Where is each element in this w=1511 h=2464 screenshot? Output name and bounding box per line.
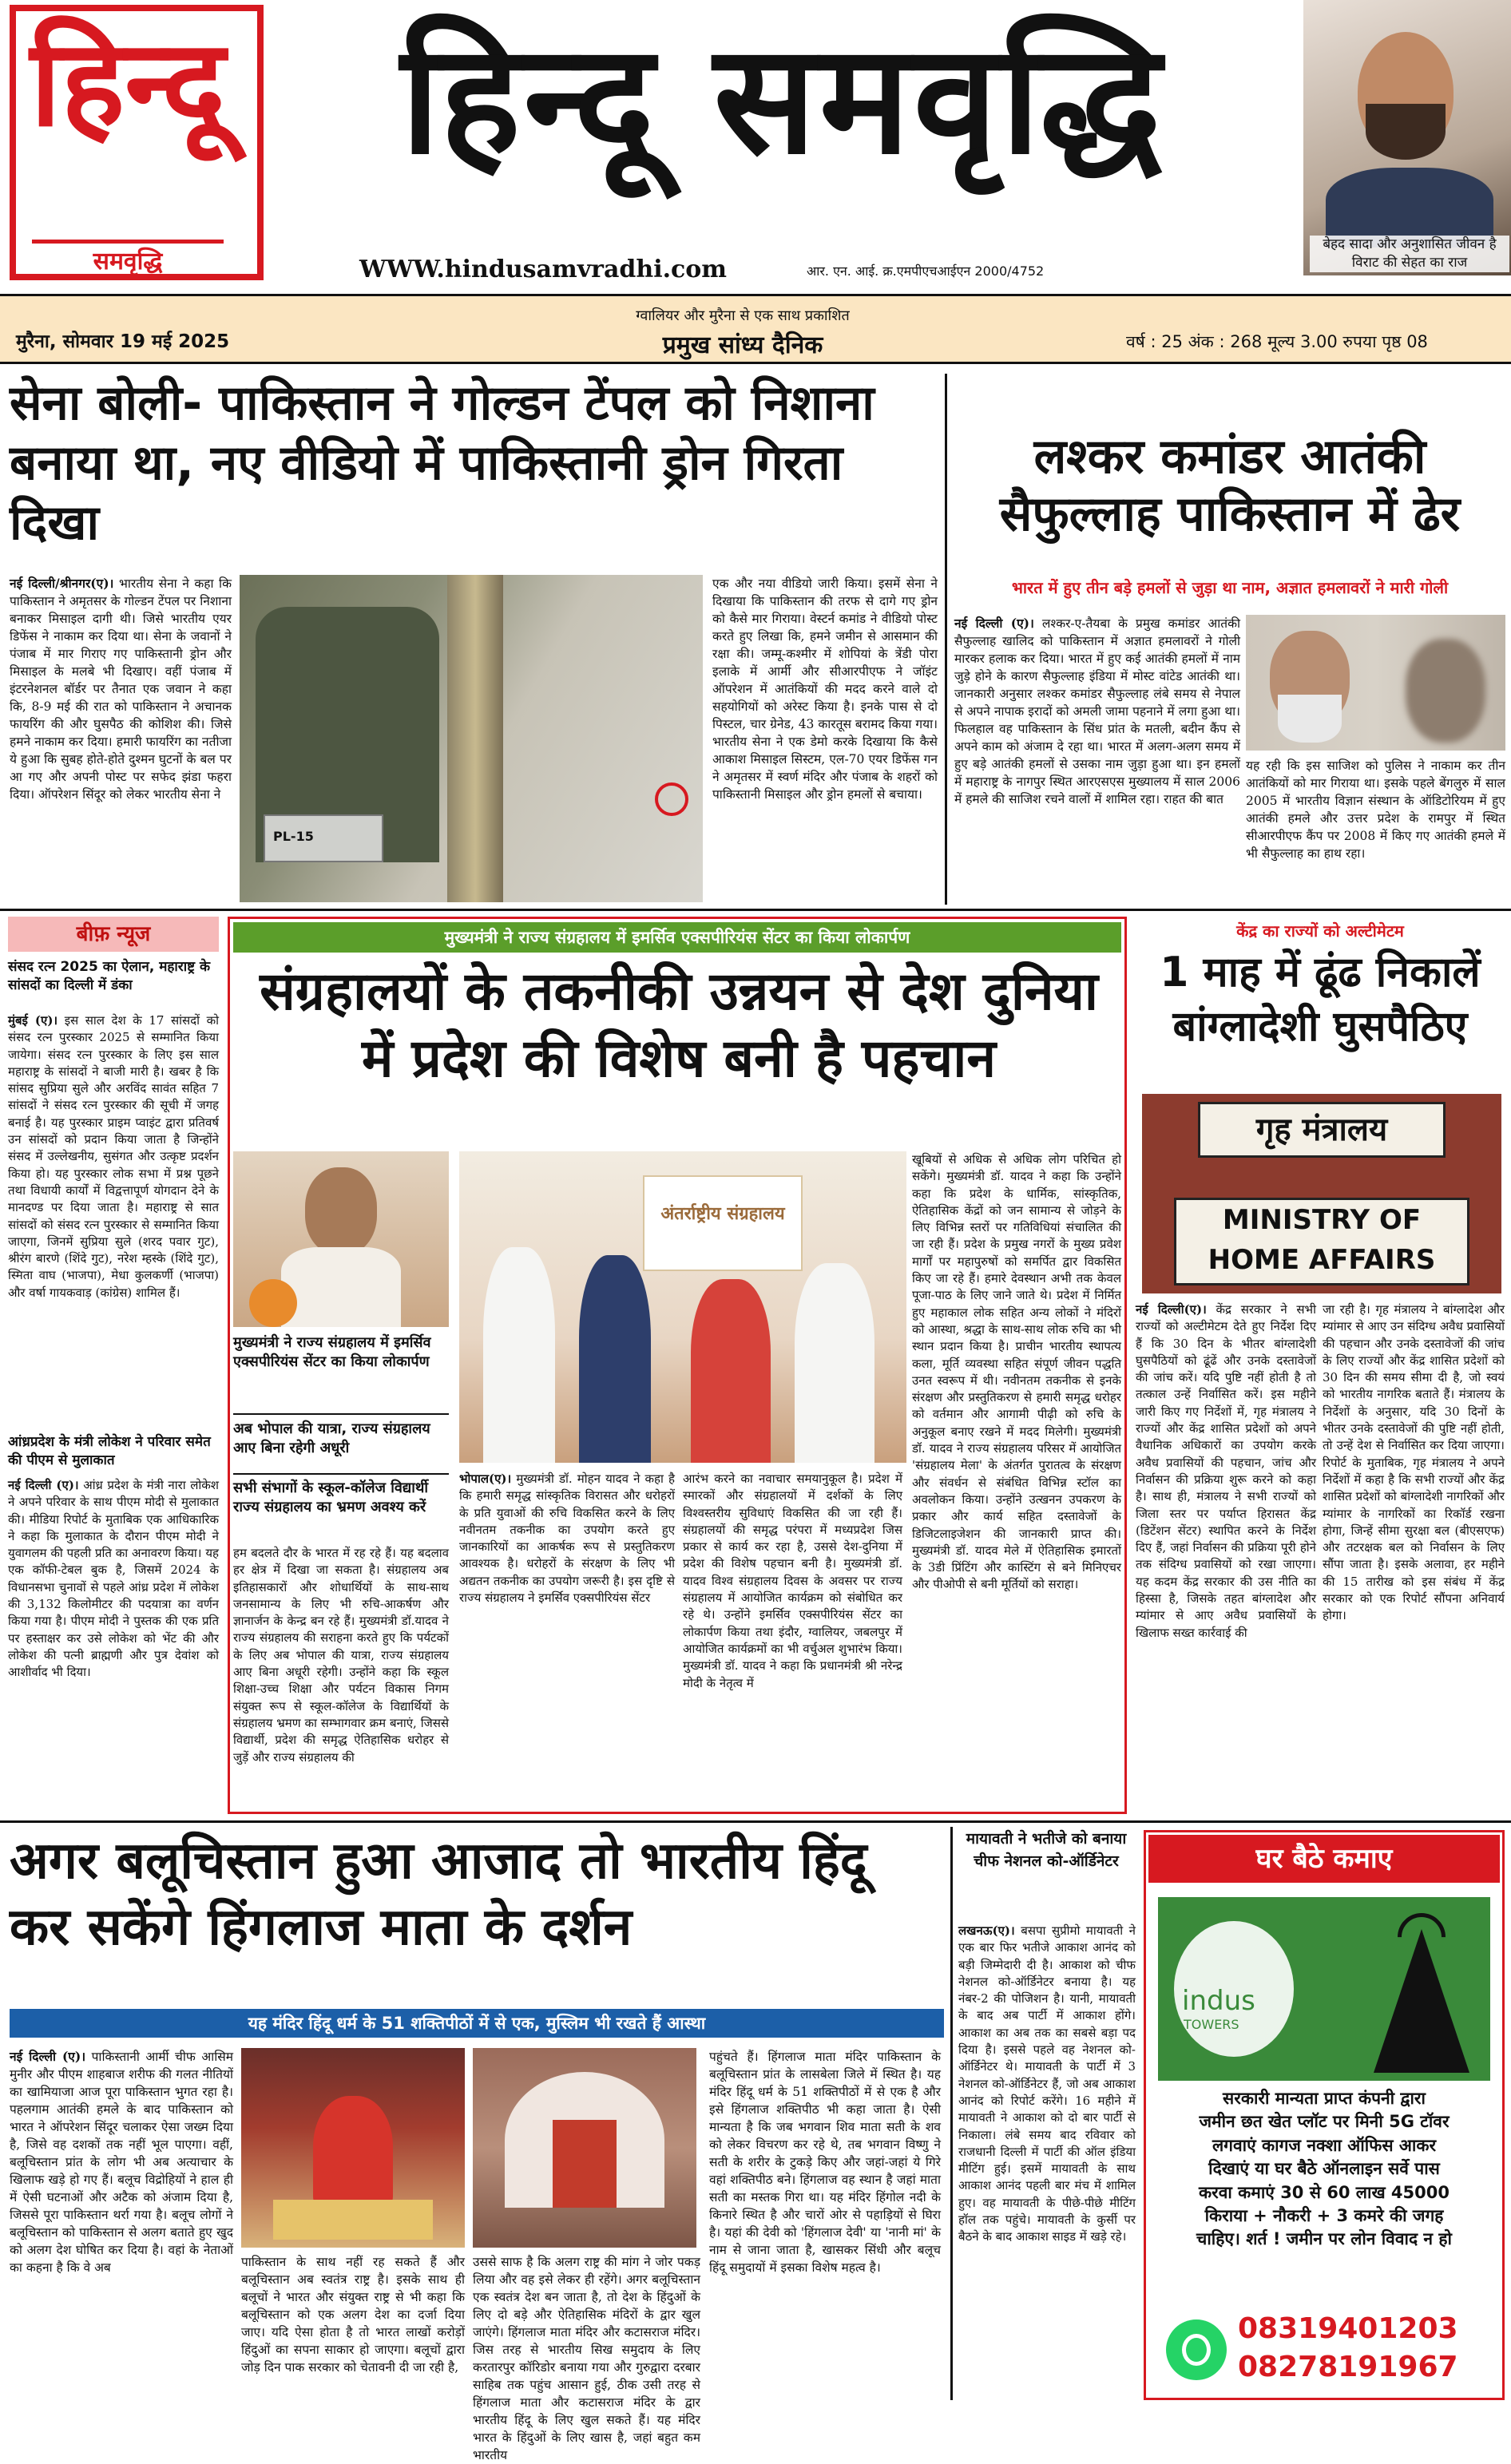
missile-debris (447, 575, 503, 902)
guest-figure (579, 1255, 651, 1463)
brief-item2-dateline: नई दिल्ली (ए)। (8, 1478, 79, 1492)
sign-hindi: गृह मंत्रालय (1198, 1102, 1446, 1158)
photo-caption: बेहद सादा और अनुशासित जीवन है विराट की सेहत का राज (1310, 236, 1509, 272)
flowers (249, 1279, 297, 1327)
story6-dateline: लखनऊ(ए)। (958, 1923, 1015, 1938)
story1-col2: एक और नया वीडियो जारी किया। इसमें सेना ने दिखाया कि पाकिस्तान की तरफ से दागे गए ड्रोन को कैसे मार गिराया। वेस्टर्न कमांड ने वीडियो पोस्ट करते हुए लिखा कि, हमने जमीन से आसमान की रक्षा की। जम्मू-कश्मीर में शोपियां के त्रेंडी पोरा इलाके में आर्मी और सीआरपीएफ ने जॉइंट ऑपरेशन में आतंकियों की मदद करने वाले दो सहयोगियों को अरेस्ट किया है। इनके पास से दो पिस्टल, चार ग्रेनेड, 43 कारतूस बरामद किया गया। भारतीय सेना ने एक डेमो करके दिखाया कि कैसे आकाश मिसाइल सिस्टम, एल-70 एयर डिफेंस गन ने अमृतसर में स्वर्ण मंदिर और पंजाब के शहरों को पाकिस्तानी मिसाइल और ड्रोन हमलों से बचाया। (712, 576, 938, 802)
issue-date: मुरैना, सोमवार 19 मई 2025 (16, 331, 230, 352)
event-poster: अंतर्राष्ट्रीय संग्रहालय (643, 1175, 803, 1271)
guest-figure (483, 1247, 555, 1463)
volume-info: वर्ष : 25 अंक : 268 मूल्य 3.00 रुपया पृष्ठ 08 (1126, 332, 1428, 351)
story2-col1 (954, 615, 1240, 902)
brief-item1-text: इस साल देश के 17 सांसदों को संसद रत्न पुरस्कार 2025 से सम्मानित किया जायेगा। संसद रत्न पुरस्कार के लिए इस साल महाराष्ट्र के सांसदों ने बाजी मारी है। खबर है कि सांसद सुप्रिया सुले और अरविंद सावंत सहित 7 सांसदों ने संसद रत्न पुरस्कार की सूची में जगह बनाई है। यह पुरस्कार प्राइम प्वाइंट द्वारा प्रतिवर्ष उन सांसदों को प्रदान किया जाता है जिन्होंने संसद में उल्लेखनीय, सुसंगत और उत्कृष्ट प्रदर्शन किया हो। यह पुरस्कार लोक सभा में प्रश्न पूछने तथा विधायी कार्यों में विद्वत्तापूर्ण योगदान देने के मानदण्ड पर दिया जाता है। महाराष्ट्र से सात सांसदों को संसद रत्न पुरस्कार से सम्मानित किया जाएगा, जिनमें सुप्रिया सुले (शरद पवार गुट), श्रीरंग बारणे (शिंदे गुट), नरेश म्हस्के (शिंदे गुट), स्मिता वाघ (भाजपा), मेधा कुलकर्णी (भाजपा) और वर्षा गायकवाड़ (कांग्रेस) शामिल हैं। (8, 1013, 219, 1300)
brief-item2 (8, 1477, 219, 1797)
shrine-base (273, 2200, 433, 2240)
story3-side1: मुख्यमंत्री ने राज्य संग्रहालय में इमर्सिव एक्सपीरियंस सेंटर का किया लोकार्पण (233, 1334, 431, 1371)
beard (1278, 695, 1342, 743)
advert-title: घर बैठे कमाए (1148, 1835, 1500, 1883)
story3-col3: हम बदलते दौर के भारत में रह रहे हैं। यह बदलाव हर क्षेत्र में दिखा जा सकता है। संग्रहालय अब इतिहासकारों और शोधार्थियों के साथ-साथ जनसामान्य के लिए भी रुचि-आकर्षण और ज्ञानार्जन के केन्द्र बन रहे हैं। मुख्यमंत्री डॉ.यादव ने राज्य संग्रहालय की सराहना करते हुए कि पर्यटकों के लिए अब भोपाल की यात्रा, राज्य संग्रहालय आए बिना अधूरी रहेगी। उन्होंने कहा कि स्कूल शिक्षा-उच्च शिक्षा और पर्यटन विकास निगम संयुक्त रूप से स्कूल-कॉलेज के विद्यार्थियों के संग्रहालय भ्रमण का सम्भागवार क्रम बनाएं, जिससे विद्यार्थी, प्रदेश की समृद्ध ऐतिहासिक धरोहर से जुड़ें और राज्य संग्रहालय की (233, 1546, 449, 1765)
story3-col2: आरंभ करने का नवाचार समयानुकूल है। प्रदेश में स्मारकों और संग्रहालयों में दर्शकों के लिए विश्वस्तरीय सुविधाएं विकसित की जा रही हैं। संग्रहालयों की समृद्ध परंपरा में मध्यप्रदेश जिस प्रकार से कार्य कर रहा है, उससे देश-दुनिया में प्रदेश की विशेष पहचान बनी है। मुख्यमंत्री डॉ. यादव विश्व संग्रहालय दिवस के अवसर पर राज्य संग्रहालय में आयोजित कार्यक्रम को संबोधित कर रहे थे। उन्होंने इमर्सिव एक्सपीरियंस सेंटर का लोकार्पण किया तथा इंदौर, ग्वालियर, जबलपुर में आयोजित कार्यक्रमों का भी वर्चुअल शुभारंभ किया। मुख्यमंत्री डॉ. यादव ने कहा कि प्रधानमंत्री श्री नरेन्द्र मोदी के नेतृत्व में (683, 1472, 902, 1690)
story3-dateline: भोपाल(ए)। (459, 1472, 512, 1486)
advert-line7: चाहिए। शर्त ! जमीन पर लोन विवाद न हो (1196, 2229, 1452, 2249)
story1-headline: सेना बोली- पाकिस्तान ने गोल्डन टेंपल को निशाना बनाया था, नए वीडियो में पाकिस्तानी ड्रोन गिरता दिखा (10, 375, 874, 551)
brief-item1-dateline: मुंबई (ए)। (8, 1013, 58, 1028)
brief-item1-headline: संसद रत्न 2025 का ऐलान, महाराष्ट्र के सांसदों का दिल्ली में डंका (8, 959, 211, 993)
story4-kicker: केंद्र का राज्यों को अल्टीमेटम (1236, 921, 1404, 941)
advert-image (1158, 1897, 1490, 2081)
newspaper-title: हिन्दू समवृद्धि (400, 11, 1165, 188)
story5-dateline: नई दिल्ली (ए)। (10, 2049, 86, 2064)
story6-text: बसपा सुप्रीमो मायावती ने एक बार फिर भतीजे आकाश आनंद को बड़ी जिम्मेदारी दी है। आकाश को चीफ नेशनल को-ऑर्डिनेटर बनाया है। यह नंबर-2 की पोजिशन है। यानी, मायावती के बाद अब पार्टी में आकाश होंगे। आकाश का अब तक का सबसे बड़ा पद दिया है। इससे पहले वह नेशनल को-ऑर्डिनेटर थे। मायावती के पार्टी में 3 नेशनल को-ऑर्डिनेटर हैं, जो अब आकाश आनंद को रिपोर्ट करेंगे। 16 महीने में मायावती ने आकाश को दो बार पार्टी से निकाला। लंबे समय बाद रविवार को राजधानी दिल्ली में पार्टी की ऑल इंडिया मीटिंग हुई। इसमें मायावती के साथ आकाश आनंद पहली बार मंच में शामिल हुए। वह मायावती के पीछे-पीछे मीटिंग हॉल तक पहुंचे। मायावती के कुर्सी पर बैठने के बाद आकाश साइड में खड़े रहे। (958, 1923, 1136, 2244)
story2-subhead: भारत में हुए तीन बड़े हमलों से जुड़ा था नाम, अज्ञात हमलावरों ने मारी गोली (1011, 578, 1449, 597)
story3-photo-event (459, 1151, 906, 1463)
story1-col1 (10, 575, 232, 902)
story2-dateline: नई दिल्ली (ए)। (954, 616, 1034, 631)
story3-headline: संग्रहालयों के तकनीकी उन्नयन से देश दुनिया में प्रदेश की विशेष बनी है पहचान (260, 961, 1098, 1090)
advert-line3: लगवाएं कागज नक्शा ऑफिस आकर (1212, 2135, 1437, 2155)
story2-col2: यह रही कि इस साजिश को पुलिस ने नाकाम कर तीन आतंकियों को मार गिराया था। इसके पहले बेंगलुरु में साल 2005 में भारतीय विज्ञान संस्थान के ऑडिटोरियम में हुए आतंकी हमले और उत्तर प्रदेश के रामपुर में स्थित सीआरपीएफ कैंप पर 2008 में किए गए आतंकी हमले में भी सैफुल्लाह का हाथ रहा। (1246, 759, 1505, 861)
story5-photo-temple (473, 2048, 696, 2248)
deity-figure (313, 2096, 393, 2208)
advert-line5: करवा कमाएं 30 से 60 लाख 45000 (1199, 2182, 1450, 2202)
story4-col1 (1136, 1301, 1316, 1812)
sign-english-line2: HOME AFFAIRS (1208, 1244, 1436, 1276)
advert-line1: सरकारी मान्यता प्राप्त कंपनी द्वारा (1223, 2089, 1426, 2108)
advert-line2: जमीन छत खेत प्लॉट पर मिनी 5G टॉवर (1199, 2112, 1450, 2132)
guest-figure (795, 1263, 874, 1463)
story5-col4: पहुंचते हैं। हिंगलाज माता मंदिर पाकिस्तान के बलूचिस्तान प्रांत के लासबेला जिले में स्थित है। यह मंदिर हिंदू धर्म के 51 शक्तिपीठों में से एक है और इसे हिंगलाज शक्तिपीठ भी कहा जाता है। ऐसी मान्यता है कि जब भगवान शिव माता सती के शव को लेकर विचरण कर रहे थे, तब भगवान विष्णु ने सती के शरीर के टुकड़े किए और जहां-जहां ये गिरे वहां शक्तिपीठ बने। हिंगलाज वह स्थान है जहां माता सती का मस्तक गिरा था। यह मंदिर हिंगोल नदी के किनारे स्थित है और चारों ओर से पहाड़ियों से घिरा है। यहां की देवी को 'हिंगलाज देवी' या 'नानी मां' के नाम से जाना जाता है, खासकर सिंधी और बलूच हिंदू समुदायों में इसका विशेष महत्व है। (709, 2050, 941, 2275)
story5-col1-text: पाकिस्तानी आर्मी चीफ आसिम मुनीर और पीएम शाहबाज शरीफ की गलत नीतियों का खामियाजा आज पूरा पाकिस्तान भुगत रहा है। पहलगाम आतंकी हमले के बाद पाकिस्तान को भारत ने ऑपरेशन सिंदूर चलाकर ऐसा जख्म दिया है, जिसे वह दशकों तक नहीं भूल पाएगा। वहीं, बलूचिस्तान प्रांत के लोग भी अब अत्याचार के खिलाफ खड़े हो गए हैं। बलूच विद्रोहियों ने हाल ही में ऐसी घटनाओं और अटैक को अंजाम दिया है, जिससे पूरा पाकिस्तान थर्रा गया है। बलूच लोगों ने बलूचिस्तान को पाकिस्तान से अलग बताते हुए खुद को अलग देश घोषित कर दिया है। वहां के नेताओं का कहना है कि वे अब (10, 2050, 233, 2275)
brief-item1 (8, 1012, 219, 1428)
whatsapp-icon (1166, 2319, 1227, 2380)
story5-col2: पाकिस्तान के साथ नहीं रह सकते हैं और बलूचिस्तान अब स्वतंत्र राष्ट्र है। इसके साथ ही बलूचों ने भारत और संयुक्त राष्ट्र से भी कहा कि बलूचिस्तान को एक अलग देश का दर्जा दिया जाए। यदि ऐसा होता है तो भारत लाखों करोड़ों हिंदुओं का सपना साकार हो जाएगा। बलूचों द्वारा जोड़ दिन पाक सरकार को चेतावनी दी जा रही है, (241, 2255, 465, 2375)
story5-col1 (10, 2048, 233, 2399)
story3-col1-text: मुख्यमंत्री डॉ. मोहन यादव ने कहा है कि हमारी समृद्ध सांस्कृतिक विरासत और धरोहरों के प्रति युवाओं की रुचि विकसित करने के लिए नवीनतम तकनीक का उपयोग करते हुए जानकारियों का आकर्षक रूप से प्रस्तुतिकरण आवश्यक है। धरोहरों के संरक्षण के लिए भी अद्यतन तकनीक का उपयोग जरूरी है। इस दृष्टि से राज्य संग्रहालय ने इमर्सिव एक्सपीरियंस सेंटर (459, 1472, 675, 1606)
story1-dateline: नई दिल्ली/श्रीनगर(ए)। (10, 576, 114, 591)
side-divider (233, 1473, 449, 1475)
brief-item2-headline: आंध्रप्रदेश के मंत्री लोकेश ने परिवार समेत की पीएम से मुलाकात (8, 1434, 211, 1468)
cm-kurta (281, 1247, 401, 1327)
advert-phone2[interactable]: 08278191967 (1238, 2351, 1458, 2383)
whatsapp-phone (1182, 2334, 1211, 2366)
story3-side2: अब भोपाल की यात्रा, राज्य संग्रहालय आए बिना रहेगी अधूरी (233, 1420, 430, 1457)
home-ministry-sign (1142, 1094, 1501, 1293)
brand-sub: TOWERS (1184, 2017, 1239, 2032)
story5-photo-shrine (241, 2048, 465, 2248)
publication-tagline: ग्वालियर और मुरैना से एक साथ प्रकाशित (636, 307, 850, 324)
story2-headline: लश्कर कमांडर आतंकी सैफुल्लाह पाकिस्तान में ढेर (999, 429, 1461, 542)
website-link[interactable]: WWW.hindusamvradhi.com (359, 256, 728, 283)
story3-col4: खूबियों से अधिक से अधिक लोग परिचित हो सकेंगे। मुख्यमंत्री डॉ. यादव ने कहा कि उन्होंने कहा कि प्रदेश के धार्मिक, सांस्कृतिक, ऐतिहासिक केंद्रों को जन सामान्य से जोड़ने के लिए विभिन्न स्तरों पर गतिविधियां संचालित की जा रही हैं। प्रदेश के प्रमुख नगरों के मुख्य प्रवेश मार्गों पर महापुरुषों को समर्पित द्वार विकसित किए जा रहे हैं। हमारे देवस्थान अभी तक केवल पूजा-पाठ के लिए जाने जाते थे। प्रदेश में निर्मित हुए महाकाल लोक सहित अन्य लोकों ने मंदिरों को आस्था, श्रद्धा के साथ-साथ लोक रुचि का भी स्थान प्रदान किया है। प्राचीन भारतीय स्थापत्य कला, मूर्ति व्यवस्था सहित संपूर्ण जीवन पद्धति उनत स्वरूप में थी। नवीनतम तकनीक से इनके संरक्षण और प्रस्तुतिकरण से हमारी समृद्ध धरोहर को वर्तमान और आगामी पीढ़ी को रुचि के अनुकूल बनाए रखने में मदद मिलेगी। मुख्यमंत्री डॉ. यादव ने राज्य संग्रहालय परिसर में आयोजित 'संग्रहालय मेला' के अंतर्गत पुरातत्व के संरक्षण और संवर्धन से संबंधित विभिन्न स्टॉल का अवलोकन किया। उन्होंने उत्खनन उपकरण के प्रकार और कार्य सहित दस्तावेजों के डिजिटलाइजेशन की जानकारी प्राप्त की। मुख्यमंत्री डॉ. यादव मेले में ऐतिहासिक इमारतों के 3डी प्रिंटिंग और कास्टिंग से बने मिनिएचर और पीओपी से बनी मूर्तियों को सराहा। (912, 1152, 1121, 1592)
cm-face (305, 1167, 377, 1255)
story3-side3: सभी संभागों के स्कूल-कॉलेज विद्यार्थी राज्य संग्रहालय का भ्रमण अवश्य करें (233, 1480, 429, 1516)
story5-subhead: यह मंदिर हिंदू धर्म के 51 शक्तिपीठों में से एक, मुस्लिम भी रखते हैं आस्था (10, 2009, 944, 2038)
story1-photo (240, 575, 703, 902)
brief-news-header: बीफ़ न्यूज (8, 917, 219, 952)
logo-text: हिन्दू (30, 14, 226, 153)
publication-type: प्रमुख सांध्य दैनिक (662, 331, 823, 359)
logo-subtitle: समवृद्धि (32, 240, 224, 276)
story2-photo (1246, 615, 1505, 751)
story4-dateline: नई दिल्ली(ए)। (1136, 1302, 1207, 1317)
advert-text (1150, 2087, 1498, 2252)
advert-line4: दिखाएं या घर बैठे ऑनलाइन सर्वे पास (1208, 2159, 1440, 2179)
photo-beard (1366, 104, 1446, 160)
story3-col1 (459, 1471, 675, 1808)
temple-idol (553, 2120, 617, 2208)
story4-col1-text: केंद्र सरकार ने सभी राज्यों को अल्टीमेटम देते हुए निर्देश दिए हैं कि 30 दिन के भीतर बांग्लादेशी घुसपैठियों को ढूंढें और उनके दस्तावेजों की जांच करें। यदि पुष्टि नहीं होती है तो तत्काल उन्हें निर्वासित करें। इस महीने जारी किए गए निर्देशों में, गृह मंत्रालय ने राज्यों और केंद्र शासित प्रदेशों को अपने वैधानिक अधिकारों का उपयोग करके अवैध प्रवासियों की पहचान, जांच और निर्वासन की प्रक्रिया शुरू करने को कहा है। साथ ही, मंत्रालय ने सभी राज्यों को जिला स्तर पर पर्याप्त हिरासत केंद्र (डिटेंशन सेंटर) स्थापित करने के निर्देश दिए हैं, जहां निर्वासन की प्रक्रिया पूरी होने तक संदिग्ध प्रवासियों को रखा जाएगा। यह कदम केंद्र सरकार की उस नीति का हिस्सा है, जिसके तहत बांग्लादेश और म्यांमार से आए अवैध प्रवासियों के खिलाफ सख्त कार्रवाई की (1136, 1302, 1316, 1640)
blurred-face (1406, 639, 1485, 743)
advert-line6: किराया + नौकरी + 3 कमरे की जगह (1204, 2205, 1444, 2225)
column-divider (945, 374, 947, 905)
story5-headline: अगर बलूचिस्तान हुआ आजाद तो भारतीय हिंदू कर सकेंगे हिंगलाज माता के दर्शन (10, 1832, 867, 1958)
story5-col3: उससे साफ है कि अलग राष्ट्र की मांग ने जोर पकड़ लिया और वह इसे लेकर ही रहेंगे। अगर बलूचिस्तान एक स्वतंत्र देश बन जाता है, तो देश के हिंदुओं के लिए दो बड़े और ऐतिहासिक मंदिरों के द्वार खुल जाएंगे। हिंगलाज माता मंदिर और कटासराज मंदिर। जिस तरह से भारतीय सिख समुदाय के लिए करतारपुर कॉरिडोर बनाया गया और गुरुद्वारा दरबार साहिब तक पहुंच आसान हुई, ठीक उसी तरह से हिंगलाज माता और कटासराज मंदिर के द्वार भारतीय हिंदू के लिए खुल सकते हैं। यह मंदिर भारत के हिंदुओं के लिए खास है, जहां बहुत कम भारतीय (473, 2255, 700, 2462)
sign-english (1174, 1198, 1469, 1285)
story4-headline: 1 माह में ढूंढ निकालें बांग्लादेशी घुसपैठिए (1160, 949, 1481, 1051)
brand-name: indus (1182, 1985, 1255, 2017)
story3-kicker: मुख्यमंत्री ने राज्य संग्रहालय में इमर्सिव एक्सपीरियंस सेंटर का किया लोकार्पण (233, 922, 1121, 953)
side-divider (233, 1413, 449, 1415)
story1-col1-text: भारतीय सेना ने कहा कि पाकिस्तान ने अमृतसर के गोल्डन टेंपल पर निशाना बनाकर मिसाइल दागी थी। जिसे भारतीय एयर डिफेंस ने नाकाम कर दिया था। सेना के जवानों ने पंजाब में मार गिराए गए पाकिस्तानी ड्रोन और मिसाइल के मलबे भी दिखाए। वहीं पंजाब में इंटरनेशनल बॉर्डर पर तैनात एक जवान ने कहा कि, 8-9 मई की रात को पाकिस्तान ने अचानक फायरिंग की और घुसपैठ की कोशिश की। जिसे हमने नाकाम कर दिया। हमारी फायरिंग का नतीजा ये हुआ कि सुबह होते-होते दुश्मन घुटनों के बल पर आ गए और अपनी पोस्ट पर सफेद झंडा फहरा दिया। ऑपरेशन सिंदूर को लेकर भारतीय सेना ने (10, 576, 232, 802)
row-divider (0, 909, 1511, 911)
column-divider (950, 1827, 953, 2400)
sign-english-line1: MINISTRY OF (1222, 1204, 1422, 1236)
pl15-label: PL-15 (264, 814, 383, 862)
story6-headline: मायावती ने भतीजे को बनाया चीफ नेशनल को-ऑर्डिनेटर (966, 1830, 1127, 1870)
story4-col2: जा रही है। गृह मंत्रालय ने बांग्लादेश और म्यांमार से आए उन संदिग्ध अवैध प्रवासियों की पहचान और उनके दस्तावेजों की जांच के लिए राज्यों और केंद्र शासित प्रदेशों को 30 दिन की समय सीमा दी है, जो स्वयं को भारतीय नागरिक बताते हैं। मंत्रालय के निर्देशों के अनुसार, यदि 30 दिनों के भीतर उनके दस्तावेजों की पुष्टि नहीं होती, तो उन्हें देश से निर्वासित कर दिया जाएगा। रिपोर्ट के मुताबिक, गृह मंत्रालय ने अपने निर्देशों में कहा है कि सभी राज्यों और केंद्र शासित प्रदेशों को बांग्लादेशी नागरिकों और म्यांमार के नागरिकों का रिकॉर्ड रखना होगा, जिन्हें सीमा सुरक्षा बल (बीएसएफ) और तटरक्षक बल को निर्वासन के लिए सौंपा जाता है। इसके अलावा, हर महीने की 15 तारीख को इस संबंध में केंद्र सरकार को एक रिपोर्ट सौंपना अनिवार्य होगा। (1323, 1302, 1505, 1623)
row-divider (0, 1820, 1511, 1823)
guest-figure (691, 1279, 771, 1463)
registration-number: आर. एन. आई. क्र.एमपीएचआईएन 2000/4752 (807, 263, 1045, 279)
brief-item2-text: आंध्र प्रदेश के मंत्री नारा लोकेश ने अपने परिवार के साथ पीएम मोदी से मुलाकात की। मीडिया रिपोर्ट के मुताबिक एक आधिकारिक ने कहा कि मुलाकात के दौरान पीएम मोदी ने युवागलम की पहली प्रति का अनावरण किया। यह एक कॉफी-टेबल बुक है, जिसमें 2024 के विधानसभा चुनावों से पहले आंध्र प्रदेश में लोकेश की 3,132 किलोमीटर की पदयात्रा का वर्णन किया गया है। पीएम मोदी ने पुस्तक की एक प्रति पर हस्ताक्षर कर उसे लोकेश को भेंट की और लोकेश की पत्नी ब्राह्मणी और पुत्र देवांश को आशीर्वाद भी दिया। (8, 1478, 219, 1680)
story3-photo-cm (233, 1151, 449, 1327)
advert-phone1[interactable]: 08319401203 (1238, 2312, 1458, 2345)
drone-marker-circle (655, 782, 688, 816)
story2-text: लश्कर-ए-तैयबा के प्रमुख कमांडर आतंकी सैफुल्लाह खालिद को पाकिस्तान में अज्ञात हमलावरों ने गोली मारकर हलाक कर दिया। भारत में हुए कई आतंकी हमलों में नाम जुड़े होने के कारण सैफुल्लाह इंडिया में मोस्ट वांटेड आतंकी था। जानकारी अनुसार लश्कर कमांडर सैफुल्लाह लंबे समय से नेपाल से अपने नापाक इरादों को अमली जामा पहनाने में लगा हुआ था। फिलहाल वह पाकिस्तान के सिंध प्रांत के मतली, बदीन कैंप से अपने काम को अंजाम दे रहा था। भारत में अलग-अलग समय में हुए बड़े आतंकी हमलों से उसका नाम जुड़ा हुआ था। इन हमलों में महाराष्ट्र के नागपुर स्थित आरएसएस मुख्यालय में साल 2006 में हमले की साजिश रचने वालों में शामिल रहा। राहत की बात (954, 616, 1240, 806)
story6-body (958, 1923, 1136, 2399)
